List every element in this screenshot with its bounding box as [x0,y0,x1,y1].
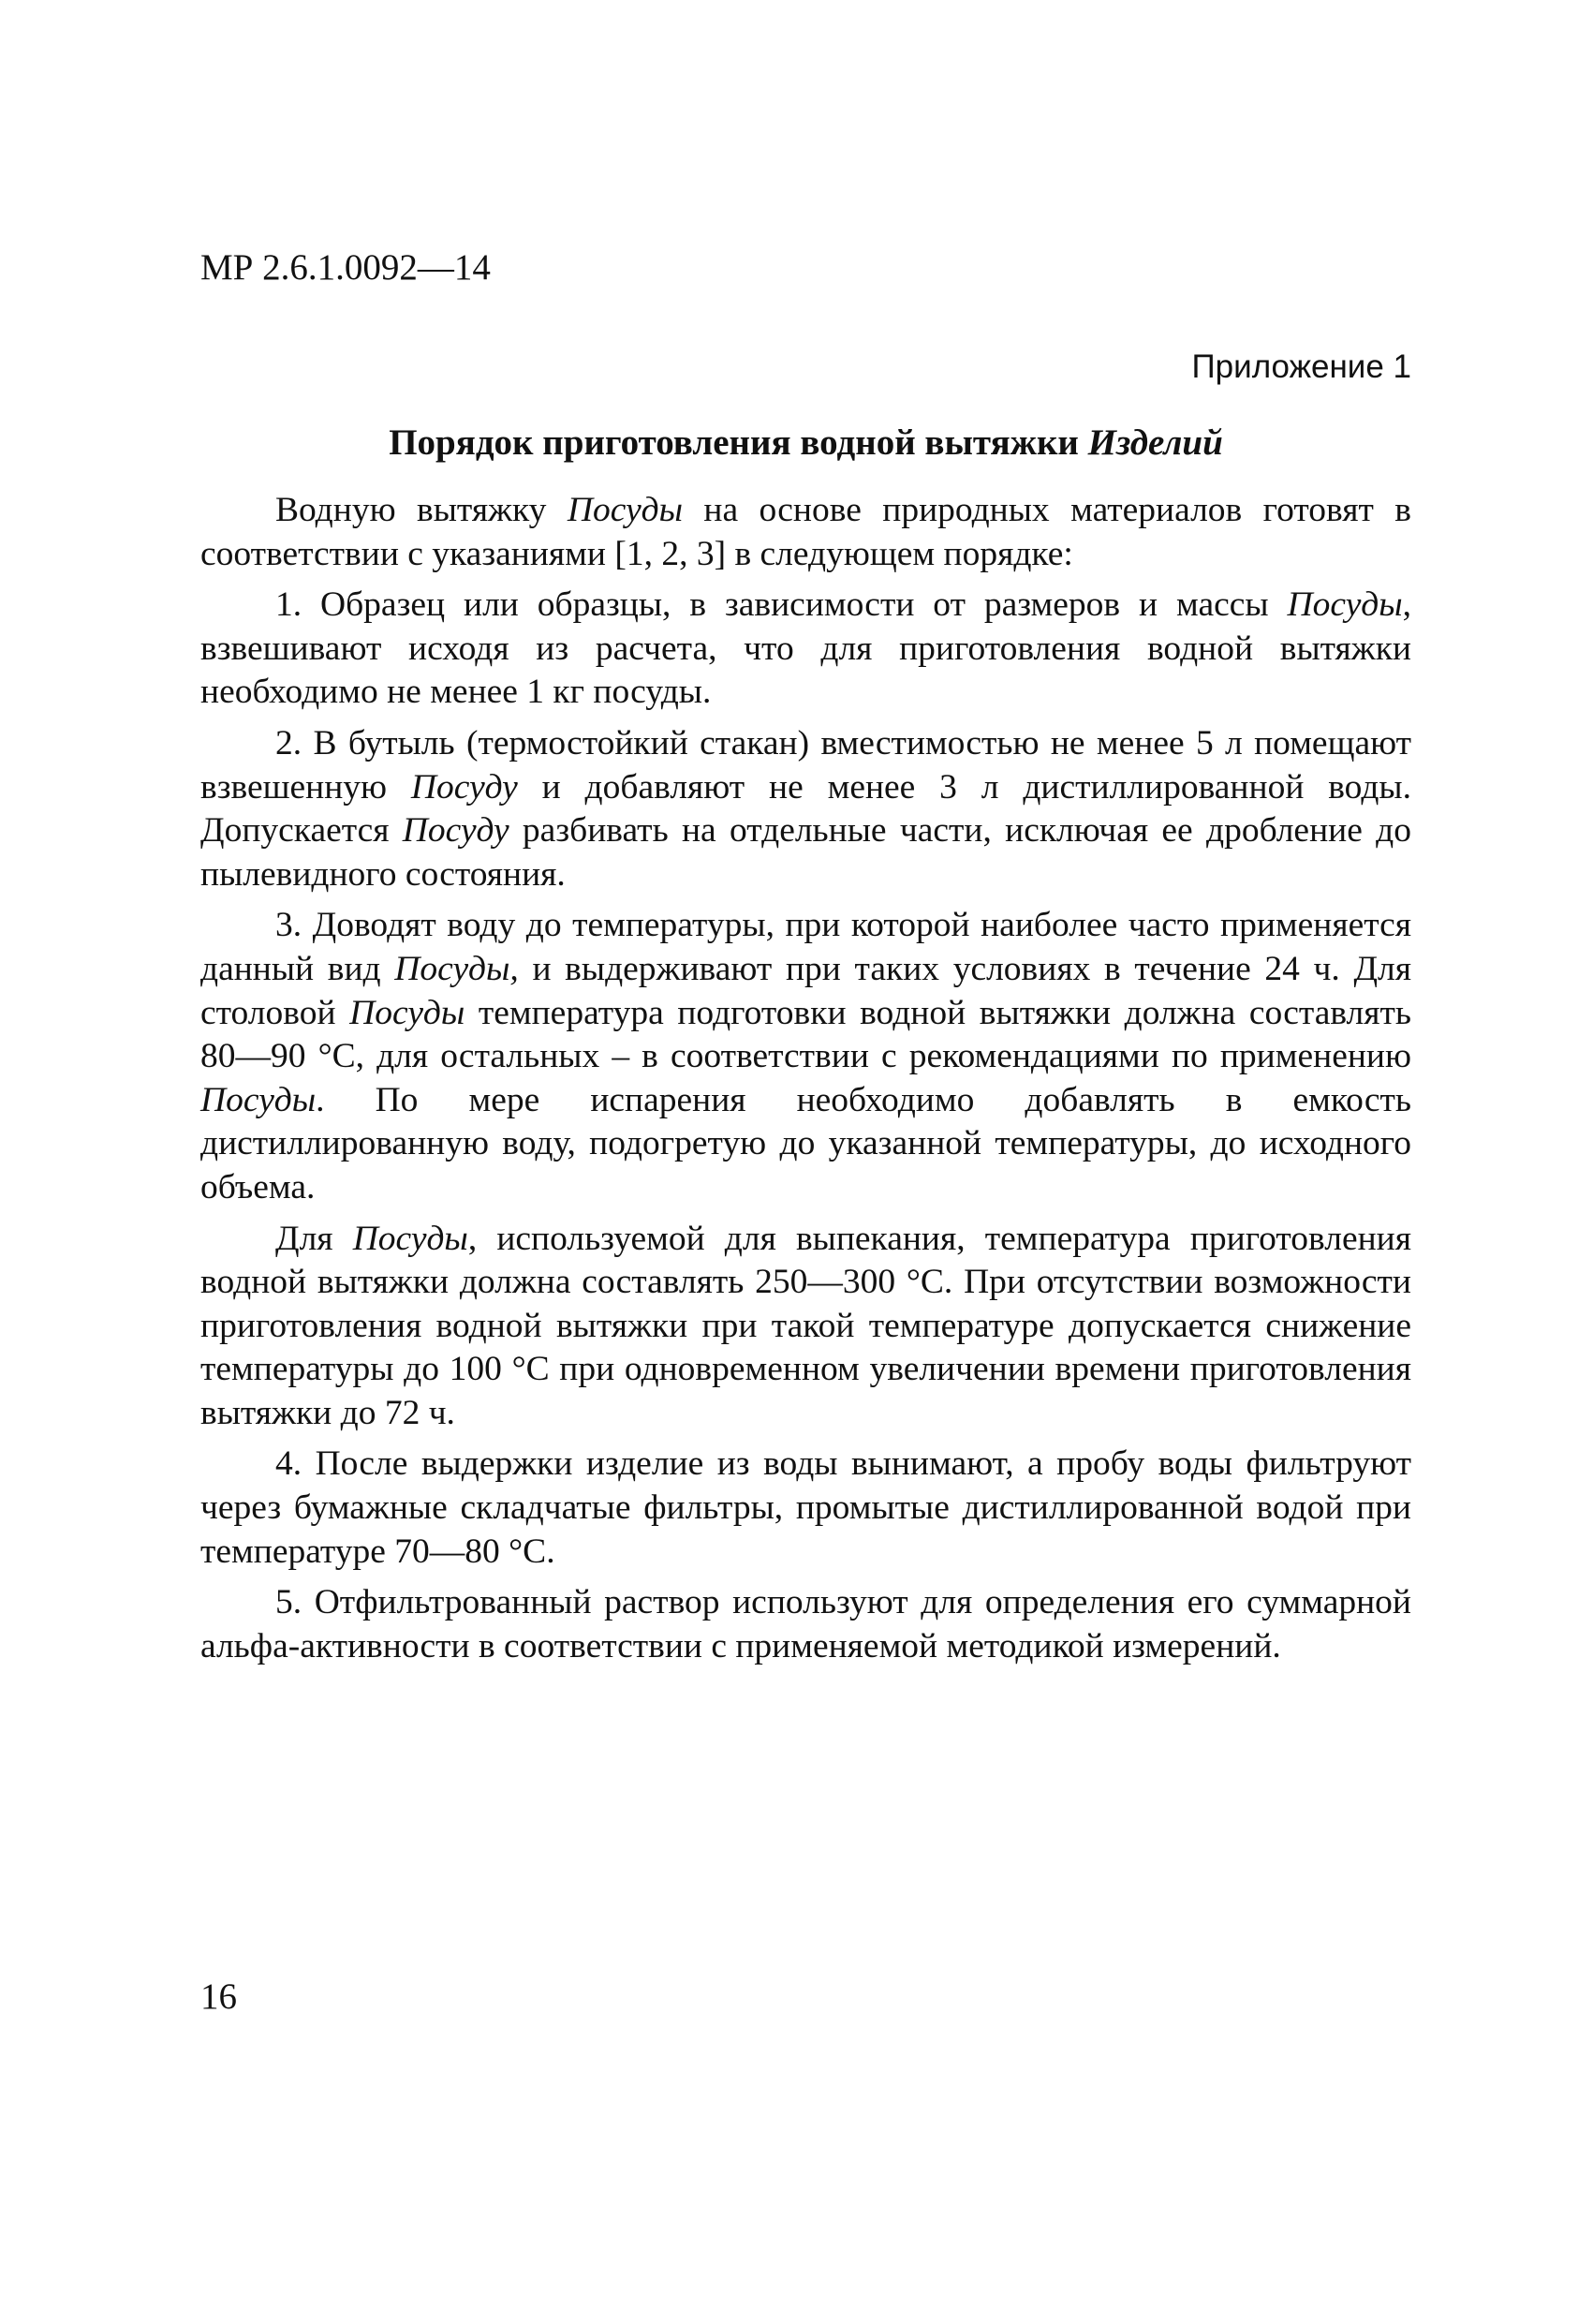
item-3-emphasis-3: Посуды [200,1080,317,1119]
baking-note-text-1: Для [275,1219,353,1258]
page-number: 16 [200,1976,237,2017]
intro-paragraph [200,489,1411,576]
item-5-paragraph [200,1581,1411,1668]
title-main: Порядок приготовления водной вытяжки [389,422,1088,463]
item-4-text-1: 4. После выдержки изделие из воды вынимают, а пробу воды фильтруют через бумажные складчатые фильтры, промытые дистиллированной водой при температуре 70—80 °С. [200,1444,1411,1571]
page-title [200,420,1411,466]
item-2-paragraph [200,722,1411,896]
item-1-emphasis-1: Посуды [1287,585,1403,625]
item-3-text-1: 3. Доводят воду до температуры, при которой наиболее часто применяется данный вид [200,906,1411,988]
item-2-emphasis-1: Посуду [410,767,518,807]
item-3-paragraph [200,904,1411,1209]
intro-emphasis-1: Посуды [567,491,683,529]
item-3-text-3: температура подготовки водной вытяжки должна составлять 80—90 °С, для остальных – в соответствии с рекомендациями по применению [200,993,1412,1076]
item-5-text-1: 5. Отфильтрованный раствор используют для определения его суммарной альфа-активности в соответствии с применяемой методикой измерений. [200,1583,1411,1665]
baking-note-text-2: , используемой для выпекания, температура приготовления водной вытяжки должна составлять 250—300 °С. При отсутствии возможности приготовления водной вытяжки при такой температуре допускается снижение температуры до 100 °С при одновременном увеличении времени приготовления вытяжки до 72 ч. [200,1219,1412,1432]
item-2-text-1: 2. В бутыль (термостойкий стакан) вместимостью не менее 5 л помещают взвешенную [200,723,1411,807]
intro-text-2: на основе природных материалов готовят в соответствии с указаниями [1, 2, 3] в следующем порядке: [200,491,1411,573]
body-text [200,489,1411,1668]
item-3-emphasis-2: Посуды [349,993,465,1032]
item-2-emphasis-2: Посуду [402,811,509,851]
item-1-text-2: , взвешивают исходя из расчета, что для приготовления водной вытяжки необходимо не менее 1 кг посуды. [200,585,1411,712]
item-4-paragraph [200,1443,1411,1574]
intro-text-1: Водную вытяжку [275,491,568,529]
appendix-label: Приложение 1 [1191,348,1411,385]
document-code: МР 2.6.1.0092—14 [200,247,491,288]
item-3-text-4: . По мере испарения необходимо добавлять в емкость дистиллированную воду, подогретую до указанной температуры, до исходного объема. [200,1080,1411,1206]
item-2-text-2: и добавляют не менее 3 л дистиллированной воды. Допускается [200,767,1411,851]
item-1-paragraph [200,584,1411,715]
item-3-text-2: и выдерживают при таких условиях в течение 24 ч. Для столовой [200,949,1411,1032]
baking-note-paragraph [200,1218,1411,1436]
item-2-text-3: разбивать на отдельные части, исключая ее дробление до пылевидного состояния. [200,811,1411,894]
item-1-text-1: 1. Образец или образцы, в зависимости от размеров и массы [275,585,1288,625]
title-emphasis: Изделий [1087,422,1223,463]
item-3-emphasis-1: Посуды, [394,949,519,988]
baking-note-emphasis-1: Посуды [352,1219,468,1258]
